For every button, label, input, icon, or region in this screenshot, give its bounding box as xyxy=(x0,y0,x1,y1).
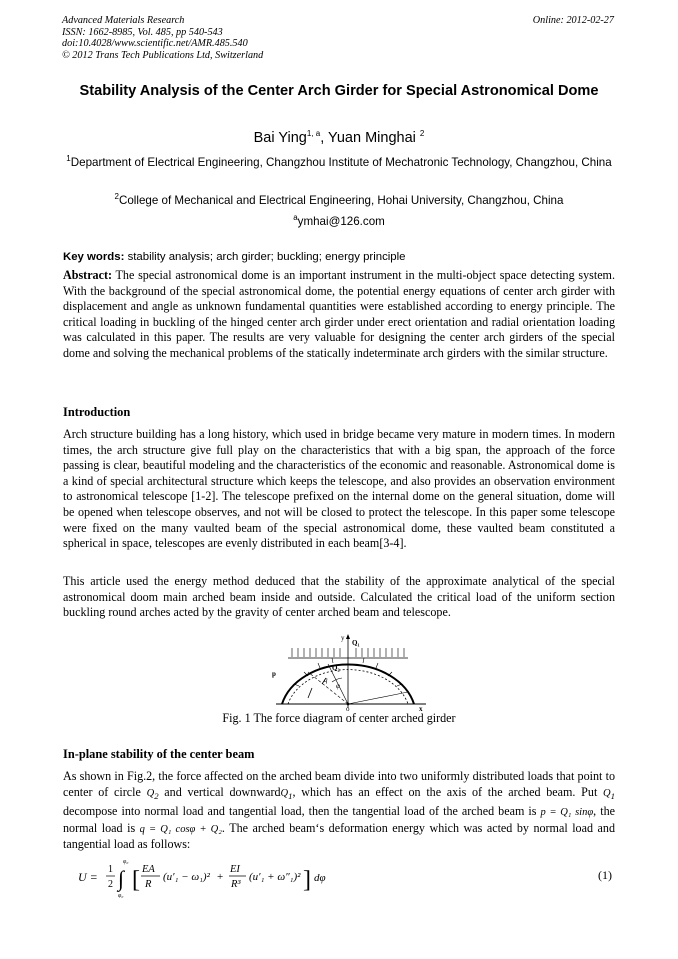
eq-integral-sign: ∫ xyxy=(118,866,125,891)
s2-text-6: . The arched beam‘s deformation energy which was acted by normal load and tangential load as follows: xyxy=(63,820,615,852)
eq-term-1: (u′₁ − ω₁)² xyxy=(163,871,210,883)
label-p: p xyxy=(272,670,276,678)
copyright: © 2012 Trans Tech Publications Ltd, Switzerland xyxy=(62,49,264,61)
author-2-marker: 2 xyxy=(419,129,425,139)
author-line xyxy=(62,130,616,146)
eq-ei: EI xyxy=(230,864,240,875)
s2-text-4: decompose into normal load and tangential load, then the tangential load of the arched beam is xyxy=(63,804,541,819)
doi: doi:10.4028/www.scientific.net/AMR.485.540 xyxy=(62,38,248,50)
eq-plus: + xyxy=(217,871,224,883)
equation-1 xyxy=(78,856,338,898)
introduction-paragraph-1: Arch structure building has a long history, which used in bridge became very mature in modern times. In modern times, the arch structure give full play on the characteristics that with a big span, the approach of the force passing is clear, beautiful modeling and the characteristics of the economic and reasonable. Astronomical dome is a kind of special architectural structure which keeps the telescope, and also provides an observation environment to astronomical telescope [1-2]. The telescope prefixed on the internal dome on the general situation, dome will be opened when telescope observes, and not will be closed to protect the telescope. In this paper some telescope were fixed on the many vaulted beam of the special astronomical dome, these vaulted beam constituted a spherical in space, telescopes are evenly distributed in each beam[3-4]. xyxy=(63,427,615,551)
affiliation-1-marker: 1 xyxy=(66,154,71,164)
s2-text-1: As shown in Fig.2, the force affected on the arched beam divide into two uniformly distributed loads that point to center of circle xyxy=(63,769,615,799)
radius-line-right xyxy=(348,692,408,704)
section-2-paragraph xyxy=(63,769,615,853)
symbol-q2: $Q_2$ xyxy=(146,787,159,801)
introduction-paragraph-2: This article used the energy method deduced that the stability of the approximate analytical of the special astronomical doom main arched beam inside and outside. Calculated the critical load of the uniform section buckling round arches acted by the gravity of center arched beam and telescope. xyxy=(63,574,615,620)
email-line xyxy=(62,214,616,230)
affiliation-1 xyxy=(62,155,616,171)
issn: ISSN: 1662-8985, Vol. 485, pp 540-543 xyxy=(62,26,223,38)
eq-r: R xyxy=(145,879,152,890)
affiliation-2-marker: 2 xyxy=(114,192,119,202)
eq-upper-limit: φ₀ xyxy=(123,859,129,865)
affiliation-2 xyxy=(62,193,616,209)
author-2: Yuan Minghai xyxy=(328,130,416,146)
eq-left-bracket: [ xyxy=(132,867,140,893)
introduction-heading: Introduction xyxy=(63,405,131,419)
s2-text-5: , the normal load is xyxy=(63,804,615,835)
keywords-text: stability analysis; arch girder; buckling; energy principle xyxy=(124,251,406,263)
radius-line-left xyxy=(308,672,348,704)
label-q2: Q₂ xyxy=(332,664,340,672)
eq-ea: EA xyxy=(142,864,155,875)
label-x: x xyxy=(419,705,423,712)
y-axis-arrow xyxy=(346,634,350,639)
s2-text-2: and vertical downward xyxy=(158,784,281,799)
label-q: q xyxy=(324,676,328,684)
section-2-heading: In-plane stability of the center beam xyxy=(63,747,255,761)
label-q1: Q₁ xyxy=(352,639,360,647)
label-phi: φ xyxy=(336,682,340,690)
abstract-text: The special astronomical dome is an important instrument in the multi-object space detecting system. With the background of the special astronomical dome, the potential energy equations of center arch girder with displacement and angle as unknown fundamental quantities were established according to energy principle. The critical loading in buckling of the hinged center arch girder under erect orientation and radial orientation loading was calculated in this paper. The results are very valuable for designing the center arch girders of the special dome and solving the mechanical problems of the statically indeterminate arch girders with the similar structure. xyxy=(63,268,615,360)
tangent-load-arrow xyxy=(308,688,312,698)
author-1: Bai Ying xyxy=(253,130,307,146)
eq-term-2: (u′₁ + ω″₁)² xyxy=(249,871,301,883)
label-o: o xyxy=(346,705,350,712)
email-marker: a xyxy=(293,213,298,223)
eq-half-num: 1 xyxy=(108,864,113,875)
eq-half-den: 2 xyxy=(108,879,113,890)
eq-dphi: dφ xyxy=(314,872,326,884)
eq-r3: R³ xyxy=(231,879,241,890)
keywords-label: Key words: xyxy=(63,251,125,263)
journal-header xyxy=(62,15,263,61)
online-date: Online: 2012-02-27 xyxy=(532,15,614,26)
symbol-q1-b: $Q_1$ xyxy=(603,787,615,801)
figure-caption: Fig. 1 The force diagram of center arched girder xyxy=(222,711,456,725)
eq-lower-limit: φ₀ xyxy=(118,893,124,898)
abstract-label: Abstract: xyxy=(63,268,113,282)
symbol-q1: $Q_1$ xyxy=(280,787,293,801)
author-separator: , xyxy=(320,130,328,146)
eq-right-bracket: ] xyxy=(303,867,311,893)
label-y: y xyxy=(341,634,345,642)
equation-number: (1) xyxy=(598,868,612,882)
s2-text-3: , which has an effect on the axis of the arched beam. Put xyxy=(292,784,604,799)
eq-lhs: U = xyxy=(78,870,98,884)
force-diagram xyxy=(268,632,430,712)
journal-name: Advanced Materials Research xyxy=(62,15,185,26)
affiliation-1-text: Department of Electrical Engineering, Changzhou Institute of Mechatronic Technology, Changzhou, China xyxy=(70,156,612,169)
email: ymhai@126.com xyxy=(297,215,385,228)
affiliation-2-text: College of Mechanical and Electrical Engineering, Hohai University, Changzhou, China xyxy=(118,194,564,207)
tangential-load-expr: p = Q₁ sinφ xyxy=(540,807,594,819)
paper-title: Stability Analysis of the Center Arch Girder for Special Astronomical Dome xyxy=(79,83,599,99)
keywords xyxy=(63,251,615,263)
abstract xyxy=(63,268,615,362)
normal-load-expr: q = Q₁ cosφ + Q₂ xyxy=(139,823,222,835)
author-1-marker: 1, a xyxy=(306,129,321,139)
